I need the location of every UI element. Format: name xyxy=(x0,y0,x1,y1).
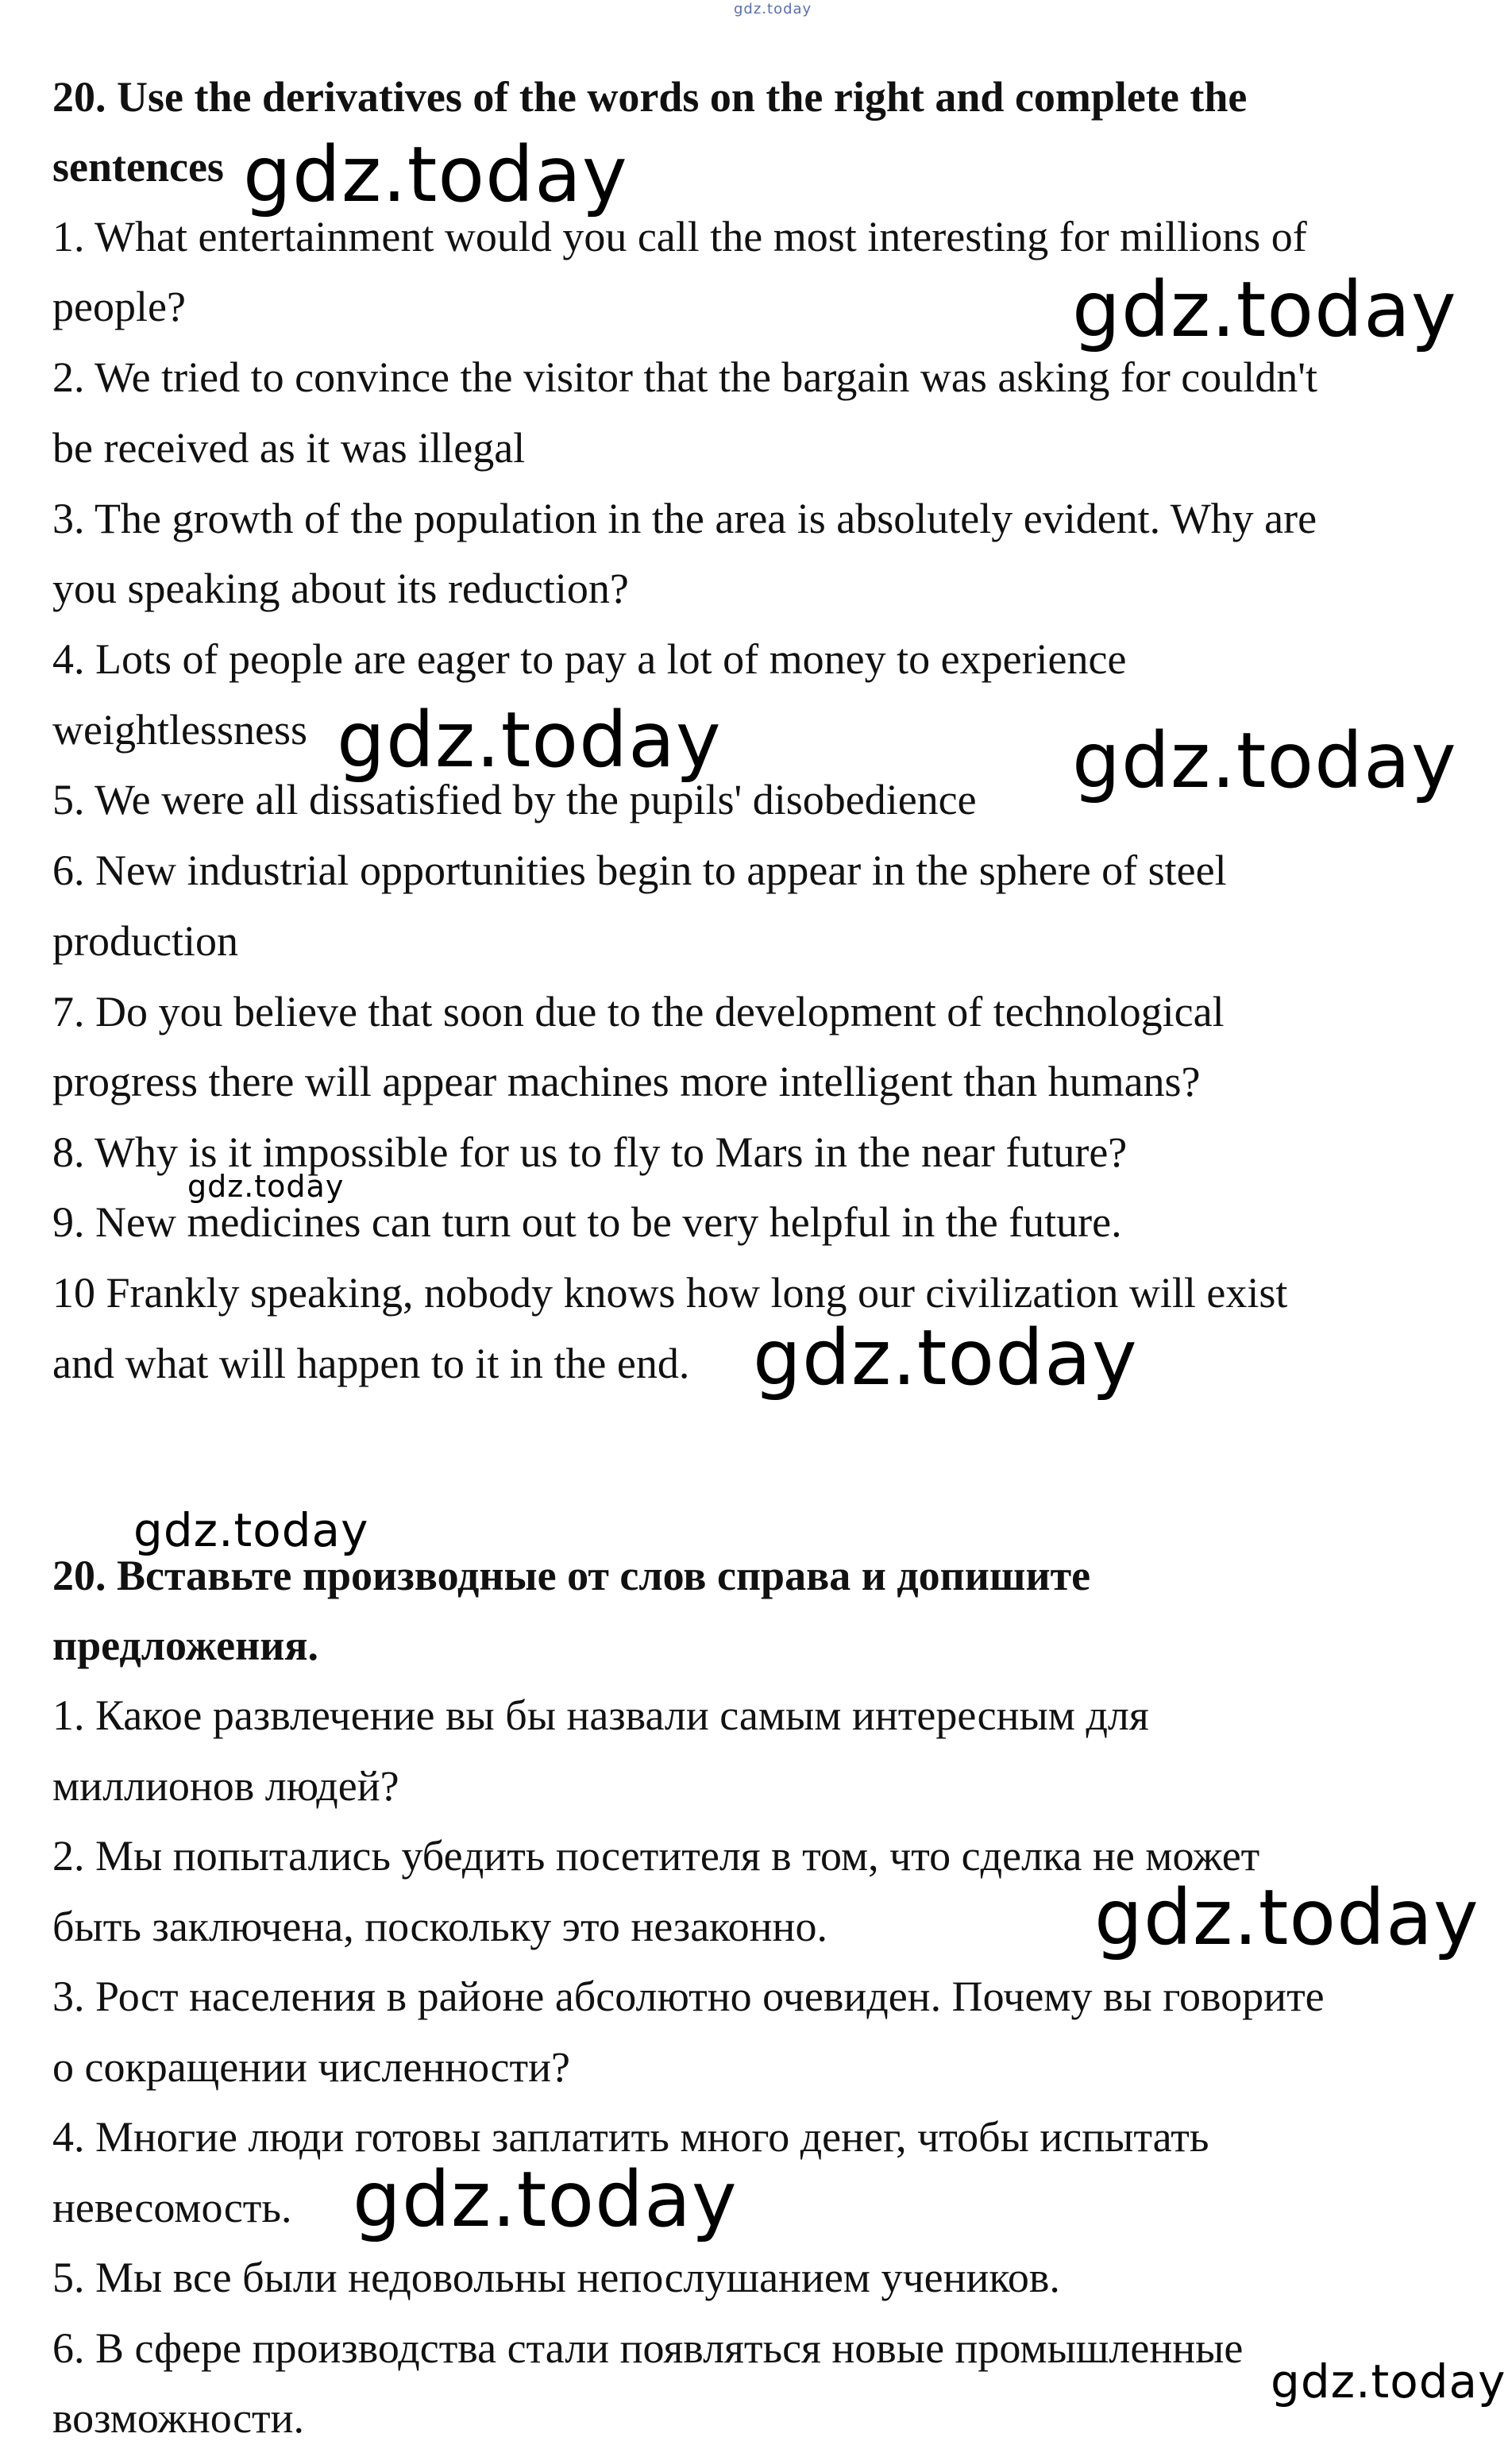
english-line: 7. Do you believe that soon due to the development of technological xyxy=(52,988,1225,1035)
english-line: 1. What entertainment would you call the most interesting for millions of xyxy=(52,213,1307,260)
watermark: gdz.today xyxy=(1094,1873,1479,1962)
english-line: progress there will appear machines more intelligent than humans? xyxy=(52,1058,1201,1105)
russian-line: 6. В сфере производства стали появляться новые промышленные xyxy=(52,2324,1244,2372)
english-line: 10 Frankly speaking, nobody knows how long our civilization will exist xyxy=(52,1269,1288,1317)
watermark: gdz.today xyxy=(353,2155,738,2244)
english-line: 2. We tried to convince the visitor that the bargain was asking for couldn't xyxy=(52,353,1317,401)
russian-title-line-2: предложения. xyxy=(52,1622,319,1669)
russian-line: 3. Рост населения в районе абсолютно очевиден. Почему вы говорите xyxy=(52,1973,1325,2020)
english-title-line-1: 20. Use the derivatives of the words on the right and complete the xyxy=(52,73,1248,121)
watermark: gdz.today xyxy=(1072,716,1457,805)
english-line: 9. New medicines can turn out to be very helpful in the future. xyxy=(52,1198,1122,1246)
english-line: be received as it was illegal xyxy=(52,424,526,472)
watermark: gdz.today xyxy=(133,1503,369,1557)
watermark: gdz.today xyxy=(187,1169,345,1204)
russian-line: 2. Мы попытались убедить посетителя в том, что сделка не может xyxy=(52,1832,1260,1880)
english-line: 4. Lots of people are eager to pay a lot of money to experience xyxy=(52,635,1127,683)
russian-line: невесомость. xyxy=(52,2184,292,2231)
russian-title-line-1: 20. Вставьте производные от слов справа и допишите xyxy=(52,1552,1091,1599)
russian-line: 4. Многие люди готовы заплатить много денег, чтобы испытать xyxy=(52,2113,1209,2161)
english-line: and what will happen to it in the end. xyxy=(52,1340,690,1387)
english-line: 5. We were all dissatisfied by the pupils' disobedience xyxy=(52,776,977,823)
english-line: 8. Why is it impossible for us to fly to Mars in the near future? xyxy=(52,1128,1128,1176)
english-line: production xyxy=(52,917,238,965)
watermark: gdz.today xyxy=(243,130,628,219)
english-line: you speaking about its reduction? xyxy=(52,565,629,612)
russian-line: о сокращении численности? xyxy=(52,2043,570,2091)
russian-line: миллионов людей? xyxy=(52,1762,399,1810)
russian-line: 5. Мы все были недовольны непослушанием учеников. xyxy=(52,2254,1060,2301)
english-title-line-2: sentences xyxy=(52,143,224,191)
russian-line: быть заключена, поскольку это незаконно. xyxy=(52,1903,827,1950)
watermark: gdz.today xyxy=(753,1313,1138,1402)
russian-line: 1. Какое развлечение вы бы назвали самым интересным для xyxy=(52,1691,1149,1739)
watermark: gdz.today xyxy=(1271,2354,1506,2408)
watermark-top: gdz.today xyxy=(734,1,812,17)
english-line: 6. New industrial opportunities begin to appear in the sphere of steel xyxy=(52,846,1227,894)
english-line: weightlessness xyxy=(52,706,307,754)
english-line: people? xyxy=(52,283,186,330)
watermark: gdz.today xyxy=(1072,265,1457,354)
english-line: 3. The growth of the population in the area is absolutely evident. Why are xyxy=(52,495,1317,542)
russian-line: возможности. xyxy=(52,2394,305,2442)
watermark: gdz.today xyxy=(337,696,722,785)
